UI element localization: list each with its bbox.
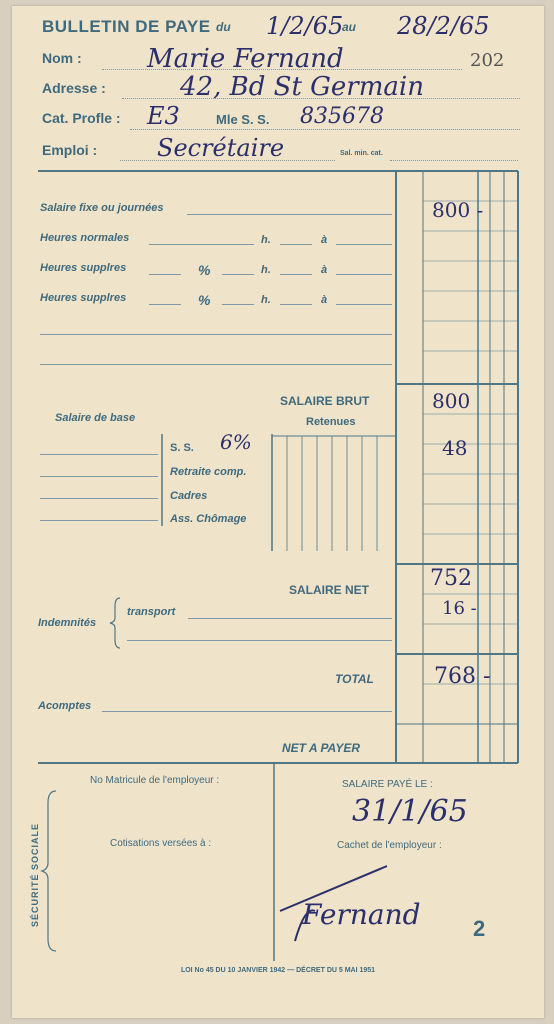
salaire-fixe-label: Salaire fixe ou journées: [40, 202, 164, 214]
hs1-rule-1: [149, 274, 181, 275]
hs2-rule-3: [280, 304, 312, 305]
transport-rule: [188, 618, 392, 619]
hn-rule-1: [149, 244, 254, 245]
salaire-paye-label: SALAIRE PAYÉ LE :: [342, 779, 433, 790]
salaire-paye-value: 31/1/65: [352, 794, 468, 829]
ss-label: S. S.: [170, 442, 194, 454]
salaire-fixe-value: 800 -: [432, 198, 484, 222]
base-rule-1: [40, 454, 158, 455]
base-rule-2: [40, 476, 158, 477]
sal-min-label: Sal. min. cat.: [340, 150, 383, 157]
hs1-pct: %: [198, 262, 211, 278]
heures-supp2-label: Heures supplres: [40, 292, 127, 304]
period-from-value: 1/2/65: [266, 12, 344, 40]
period-to-value: 28/2/65: [397, 12, 490, 40]
mle-value: 835678: [300, 104, 384, 129]
hn-h: h.: [261, 234, 271, 246]
transport-label: transport: [127, 606, 176, 618]
base-rule-4: [40, 520, 158, 521]
chomage-label: Ass. Chômage: [170, 513, 247, 525]
au-label: au: [342, 20, 357, 34]
hs2-rule-2: [222, 304, 254, 305]
salaire-brut-label: SALAIRE BRUT: [280, 394, 370, 408]
mle-label: Mle S. S.: [216, 112, 270, 127]
salaire-net-value: 752: [430, 566, 472, 591]
heures-supp1-label: Heures supplres: [40, 262, 127, 274]
nom-label: Nom :: [42, 50, 82, 66]
hs1-a: à: [321, 264, 328, 276]
blank-rule-2: [40, 364, 392, 365]
emploi-label: Emploi :: [42, 142, 98, 158]
hs1-h: h.: [261, 264, 271, 276]
form-title: BULLETIN DE PAYE: [42, 17, 211, 36]
hs1-rule-2: [222, 274, 254, 275]
page-number: 2: [473, 916, 486, 941]
securite-sociale-label: SÉCURITÉ SOCIALE: [30, 823, 40, 928]
base-rule-3: [40, 498, 158, 499]
hs2-rule-4: [336, 304, 392, 305]
salaire-fixe-rule: [187, 214, 392, 215]
acomptes-rule: [102, 711, 392, 712]
cat-label: Cat. Profle :: [42, 110, 121, 126]
ss-deduction-value: 48: [442, 436, 468, 460]
employer-signature: Fernand: [302, 898, 421, 931]
total-label: TOTAL: [335, 672, 374, 686]
indemnites-rule-2: [127, 640, 392, 641]
retenues-label: Retenues: [306, 416, 356, 428]
salaire-brut-value: 800: [432, 389, 471, 413]
adresse-label: Adresse :: [42, 80, 106, 96]
salaire-net-label: SALAIRE NET: [289, 583, 370, 597]
adresse-value: 42, Bd St Germain: [180, 72, 424, 102]
ss-rate: 6%: [220, 430, 252, 454]
hs1-rule-3: [280, 274, 312, 275]
matricule-label: No Matricule de l'employeur :: [90, 775, 220, 786]
hs2-h: h.: [261, 294, 271, 306]
total-value: 768 -: [434, 664, 491, 689]
nom-value: Marie Fernand: [147, 44, 344, 74]
hn-a: à: [321, 234, 328, 246]
salaire-de-base-label: Salaire de base: [55, 412, 136, 424]
indemnites-label: Indemnités: [38, 617, 97, 629]
net-a-payer-label: NET A PAYER: [282, 741, 361, 755]
cachet-label: Cachet de l'employeur :: [337, 840, 442, 851]
cat-rule: [130, 129, 520, 130]
cat-value: E3: [147, 102, 180, 130]
cotisations-label: Cotisations versées à :: [110, 838, 212, 849]
hs1-rule-4: [336, 274, 392, 275]
hs2-a: à: [321, 294, 328, 306]
emploi-value: Secrétaire: [157, 134, 285, 162]
retraite-label: Retraite comp.: [170, 466, 247, 478]
blank-rule-1: [40, 334, 392, 335]
hn-rule-3: [336, 244, 392, 245]
loi-footnote: LOI No 45 DU 10 JANVIER 1942 — DÉCRET DU 5 MAI 1951: [180, 967, 376, 974]
heures-normales-label: Heures normales: [40, 232, 130, 244]
pay-slip: [12, 6, 544, 1018]
cadres-label: Cadres: [170, 490, 208, 502]
acomptes-label: Acomptes: [38, 700, 92, 712]
hs2-pct: %: [198, 292, 211, 308]
sal-min-rule: [390, 160, 518, 161]
du-label: du: [216, 20, 231, 34]
hn-rule-2: [280, 244, 312, 245]
transport-value: 16 -: [442, 598, 477, 619]
hs2-rule-1: [149, 304, 181, 305]
employee-number: 202: [470, 50, 505, 71]
